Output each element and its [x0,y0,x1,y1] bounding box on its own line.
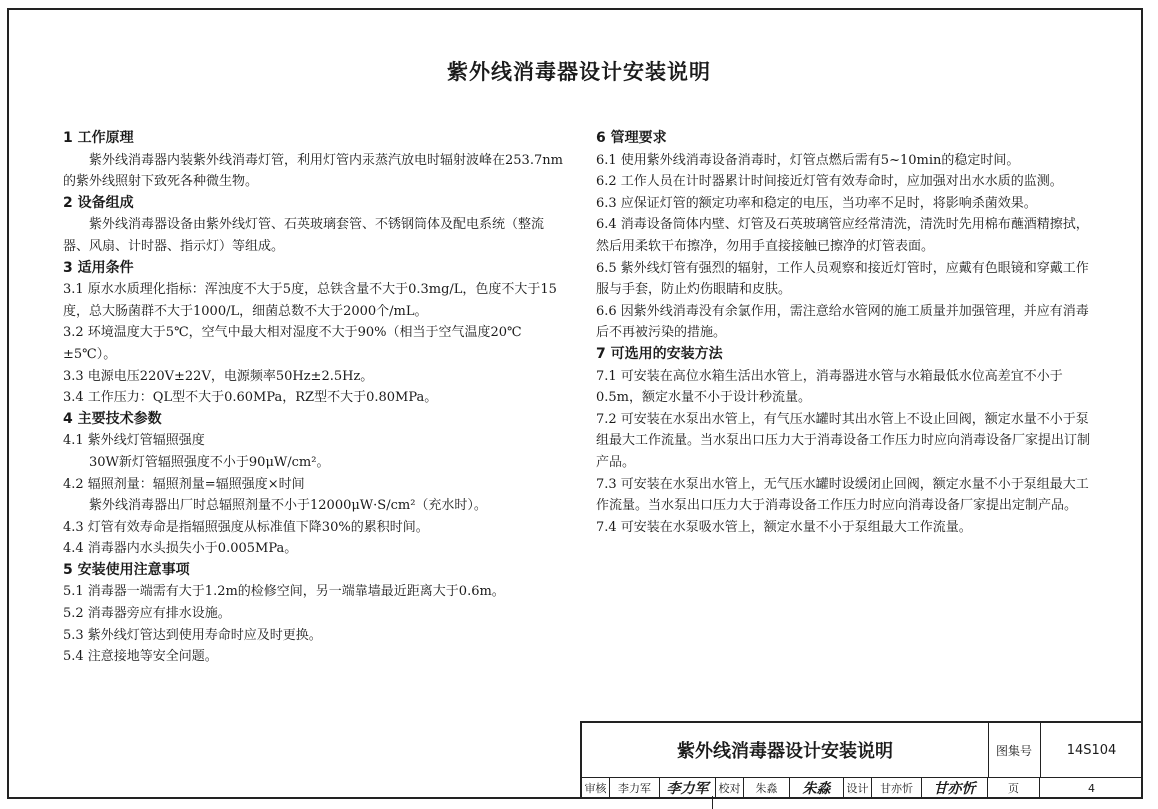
section-heading: 7 可选用的安装方法 [596,345,723,362]
paragraph: 3.3 电源电压220V±22V，电源频率50Hz±2.5Hz。 [63,368,374,384]
paragraph: 5.3 紫外线灯管达到使用寿命时应及时更换。 [63,627,322,643]
review-label: 审核 [582,777,610,799]
section-heading: 2 设备组成 [63,194,134,211]
paragraph: 6.2 工作人员在计时器累计时间接近灯管有效寿命时，应加强对出水水质的监测。 [596,174,1063,190]
paragraph: 6.1 使用紫外线消毒设备消毒时，灯管点燃后需有5~10min的稳定时间。 [596,152,1020,168]
paragraph: 4.3 灯管有效寿命是指辐照强度从标准值下降30%的累积时间。 [63,519,429,535]
title-block-drawing-title: 紫外线消毒器设计安装说明 [582,723,989,777]
paragraph: 3.2 环境温度大于5℃，空气中最大相对湿度不大于90%（相当于空气温度20℃±5℃）。 [63,325,522,362]
binding-tick-mark [712,796,713,809]
checker-signature: 朱淼 [790,777,844,799]
page-title: 紫外线消毒器设计安装说明 [447,60,711,84]
check-label: 校对 [716,777,744,799]
section-heading: 5 安装使用注意事项 [63,561,190,578]
design-label: 设计 [844,777,872,799]
paragraph: 紫外线消毒器内装紫外线消毒灯管，利用灯管内汞蒸汽放电时辐射波峰在253.7nm的紫外线照射下致死各种微生物。 [63,152,563,190]
section-heading: 1 工作原理 [63,130,134,146]
paragraph: 7.1 可安装在高位水箱生活出水管上，消毒器进水管与水箱最低水位高差宜不小于0.5m，额定水量不小于设计秒流量。 [596,368,1063,406]
paragraph: 6.6 因紫外线消毒没有余氯作用，需注意给水管网的施工质量并加强管理，并应有消毒后不再被污染的措施。 [596,303,1089,341]
right-column [596,128,1094,538]
paragraph: 3.4 工作压力：QL型不大于0.60MPa，RZ型不大于0.80MPa。 [63,390,438,406]
atlas-number-label: 图集号 [988,723,1041,777]
paragraph: 紫外线消毒器设备由紫外线灯管、石英玻璃套管、不锈钢筒体及配电系统（整流器、风扇、计时器、指示灯）等组成。 [63,217,545,254]
paragraph: 30W新灯管辐照强度不小于90μW/cm²。 [89,454,330,470]
paragraph: 5.2 消毒器旁应有排水设施。 [63,606,231,622]
paragraph: 6.5 紫外线灯管有强烈的辐射，工作人员观察和接近灯管时，应戴有色眼镜和穿戴工作服与手套，防止灼伤眼睛和皮肤。 [596,260,1089,298]
section-heading: 3 适用条件 [63,259,134,276]
designer-signature: 甘亦忻 [922,777,988,799]
section-heading: 4 主要技术参数 [63,410,162,427]
title-block [580,721,1143,799]
paragraph: 3.1 原水水质理化指标：浑浊度不大于5度，总铁含量不大于0.3mg/L，色度不大于15度，总大肠菌群不大于1000/L，细菌总数不大于2000个/mL。 [63,282,557,319]
designer-name: 甘亦忻 [872,777,922,799]
checker-name: 朱淼 [744,777,790,799]
left-column [63,128,563,668]
section-heading: 6 管理要求 [596,130,667,146]
paragraph: 7.2 可安装在水泵出水管上，有气压水罐时其出水管上不设止回阀，额定水量不小于泵组最大工作流量。当水泵出口压力大于消毒设备工作压力时应向消毒设备厂家提出订制产品。 [596,411,1091,470]
paragraph: 4.4 消毒器内水头损失小于0.005MPa。 [63,541,298,557]
paragraph: 4.2 辐照剂量：辐照剂量=辐照强度×时间 [63,476,305,492]
title-block-signature-row [582,777,1143,799]
reviewer-name: 李力军 [610,777,660,799]
atlas-number-value: 14S104 [1066,742,1117,758]
title-block-top-row [582,723,1143,778]
paragraph: 6.4 消毒设备筒体内壁、灯管及石英玻璃管应经常清洗，清洗时先用棉布蘸酒精擦拭，然后用柔软干布擦净，勿用手直接接触已擦净的灯管表面。 [596,217,1089,254]
paragraph: 6.3 应保证灯管的额定功率和稳定的电压，当功率不足时，将影响杀菌效果。 [596,195,1037,211]
page-number: 4 [1088,781,1095,795]
paragraph: 5.1 消毒器一端需有大于1.2m的检修空间，另一端靠墙最近距离大于0.6m。 [63,584,505,600]
paragraph: 5.4 注意接地等安全问题。 [63,649,218,665]
paragraph: 4.1 紫外线灯管辐照强度 [63,433,205,449]
page-label: 页 [988,777,1040,799]
paragraph: 紫外线消毒器出厂时总辐照剂量不小于12000μW·S/cm²（充水时）。 [89,498,487,514]
paragraph: 7.3 可安装在水泵出水管上，无气压水罐时设缓闭止回阀，额定水量不小于泵组最大工作流量。当水泵出口压力大于消毒设备工作压力时应向消毒设备厂家提出定制产品。 [596,476,1089,514]
reviewer-signature: 李力军 [660,777,716,799]
paragraph: 7.4 可安装在水泵吸水管上，额定水量不小于泵组最大工作流量。 [596,519,972,535]
